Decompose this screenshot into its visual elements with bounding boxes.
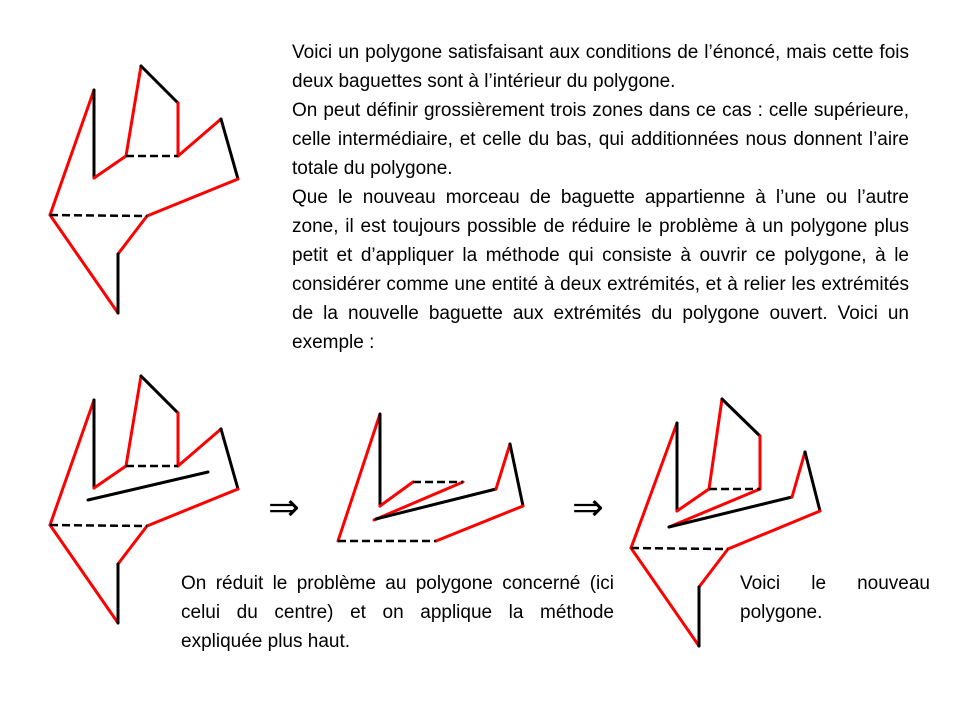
caption-reduce: On réduit le problème au polygone concerné (ici celui du centre) et on applique la méthode expliquée plus haut. (181, 573, 614, 652)
implies-arrow-1: ⇒ (268, 485, 300, 529)
polygon-edge (631, 548, 699, 646)
polygon-edge (805, 452, 820, 511)
paragraph-3: Que le nouveau morceau de baguette appartienne à l’une ou l’autre zone, il est toujours possible de réduire le problème à un polygone plus petit et d’appliquer la méthode qui consiste à ouvrir ce polygone, à le considérer comme une entité à deux extrémités, et à relier les extrémités de la nouvelle baguette aux extrémités du polygone ouvert. Voici un exemple : (292, 187, 909, 353)
polygon-edge (709, 399, 722, 489)
caption-new-polygon: Voici le nouveau polygone. (740, 573, 930, 623)
polygon-edge (728, 511, 820, 549)
paragraph-1: Voici un polygone satisfaisant aux conditions de l’énoncé, mais cette fois deux baguettes sont à l’intérieur du polygone. (292, 42, 909, 92)
polygon-edge (722, 399, 760, 436)
paragraph-2: On peut définir grossièrement trois zones dans ce cas : celle supérieure, celle intermédiaire, et celle du bas, qui additionnées nous donnent l’aire totale du polygone. (292, 100, 909, 179)
polygon-edge (677, 489, 709, 511)
polygon-edge (792, 452, 805, 497)
polygon-edge (699, 549, 728, 587)
interior-stick-dashed (631, 548, 728, 549)
polygon-edge (631, 423, 677, 548)
implies-arrow-2: ⇒ (572, 485, 604, 529)
